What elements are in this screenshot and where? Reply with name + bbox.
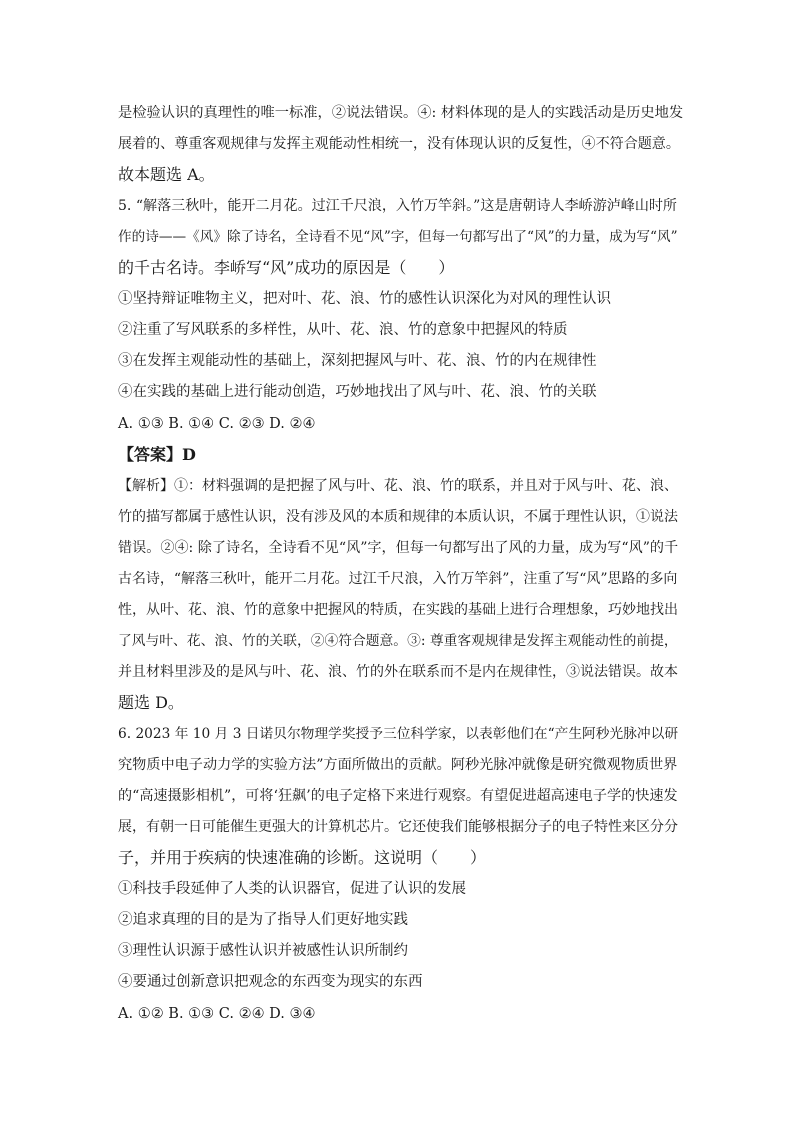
- question-5-statement-2: ②注重了写风联系的多样性，从叶、花、浪、竹的意象中把握风的特质: [118, 322, 568, 338]
- question-5-analysis: 竹的描写都属于感性认识，没有涉及风的本质和规律的本质认识，不属于理性认识，①说法: [118, 509, 678, 525]
- question-6-statement-4: ④要通过创新意识把观念的东西变为现实的东西: [118, 974, 423, 990]
- text-line: 展着的、尊重客观规律与发挥主观能动性相统一，没有体现认识的反复性，④不符合题意。: [118, 136, 680, 152]
- question-6-stem: 展，有朝一日可能催生更强大的计算机芯片。它还使我们能够根据分子的电子特性来区分分: [118, 819, 678, 835]
- question-5-statement-1: ①坚持辩证唯物主义，把对叶、花、浪、竹的感性认识深化为对风的理性认识: [118, 291, 611, 307]
- question-6-choices: A. ①② B. ①③ C. ②④ D. ③④: [118, 1006, 316, 1022]
- question-5-stem: 的千古名诗。李峤写“风”成功的原因是（ ）: [118, 258, 455, 277]
- question-6-stem: 子，并用于疾病的快速准确的诊断。这说明（ ）: [118, 848, 487, 867]
- question-6-statement-3: ③理性认识源于感性认识并被感性认识所制约: [118, 943, 408, 959]
- question-5-stem: 作的诗——《风》除了诗名，全诗看不见“风”字，但每一句都写出了“风”的力量，成为写“风”: [118, 229, 678, 245]
- question-5-stem: 5. “解落三秋叶，能开二月花。过江千尺浪，入竹万竿斜。”这是唐朝诗人李峤游泸峰山时所: [118, 198, 677, 214]
- question-5-analysis: 性，从叶、花、浪、竹的意象中把握风的特质，在实践的基础上进行合理想象，巧妙地找出: [118, 602, 678, 618]
- question-5-analysis: 错误。②④: 除了诗名，全诗看不见“风”字，但每一句都写出了风的力量，成为写“风”的千: [118, 540, 679, 556]
- question-5-choices: A. ①③ B. ①④ C. ②③ D. ②④: [118, 416, 316, 432]
- question-5-statement-3: ③在发挥主观能动性的基础上，深刻把握风与叶、花、浪、竹的内在规律性: [118, 353, 597, 369]
- question-6-stem: 6. 2023 年 10 月 3 日诺贝尔物理学奖授予三位科学家，以表彰他们在“产生阿秒光脉冲以研: [118, 726, 679, 742]
- question-5-analysis: 了风与叶、花、浪、竹的关联，②④符合题意。③: 尊重客观规律是发挥主观能动性的前提，: [118, 633, 678, 649]
- question-6-stem: 的“高速摄影相机”，可将‘狂飙’的电子定格下来进行观察。有望促进超高速电子学的快速发: [118, 788, 678, 804]
- text-line: 故本题选 A。: [118, 165, 215, 184]
- question-5-statement-4: ④在实践的基础上进行能动创造，巧妙地找出了风与叶、花、浪、竹的关联: [118, 384, 597, 400]
- question-6-statement-2: ②追求真理的目的是为了指导人们更好地实践: [118, 912, 408, 928]
- question-5-answer: 【答案】D: [118, 445, 196, 464]
- question-5-analysis: 【解析】①：材料强调的是把握了风与叶、花、浪、竹的联系，并且对于风与叶、花、浪、: [118, 478, 678, 494]
- text-line: 是检验认识的真理性的唯一标准，②说法错误。④: 材料体现的是人的实践活动是历史地发: [118, 105, 684, 121]
- question-5-analysis: 题选 D。: [118, 693, 184, 712]
- question-5-analysis: 并且材料里涉及的是风与叶、花、浪、竹的外在联系而不是内在规律性，③说法错误。故本: [118, 664, 678, 680]
- question-6-stem: 究物质中电子动力学的实验方法”方面所做出的贡献。阿秒光脉冲就像是研究微观物质世界: [118, 757, 678, 773]
- question-5-analysis: 古名诗，“解落三秋叶，能开二月花。过江千尺浪，入竹万竿斜”，注重了写“风”思路的多向: [118, 571, 678, 587]
- question-6-statement-1: ①科技手段延伸了人类的认识器官，促进了认识的发展: [118, 881, 466, 897]
